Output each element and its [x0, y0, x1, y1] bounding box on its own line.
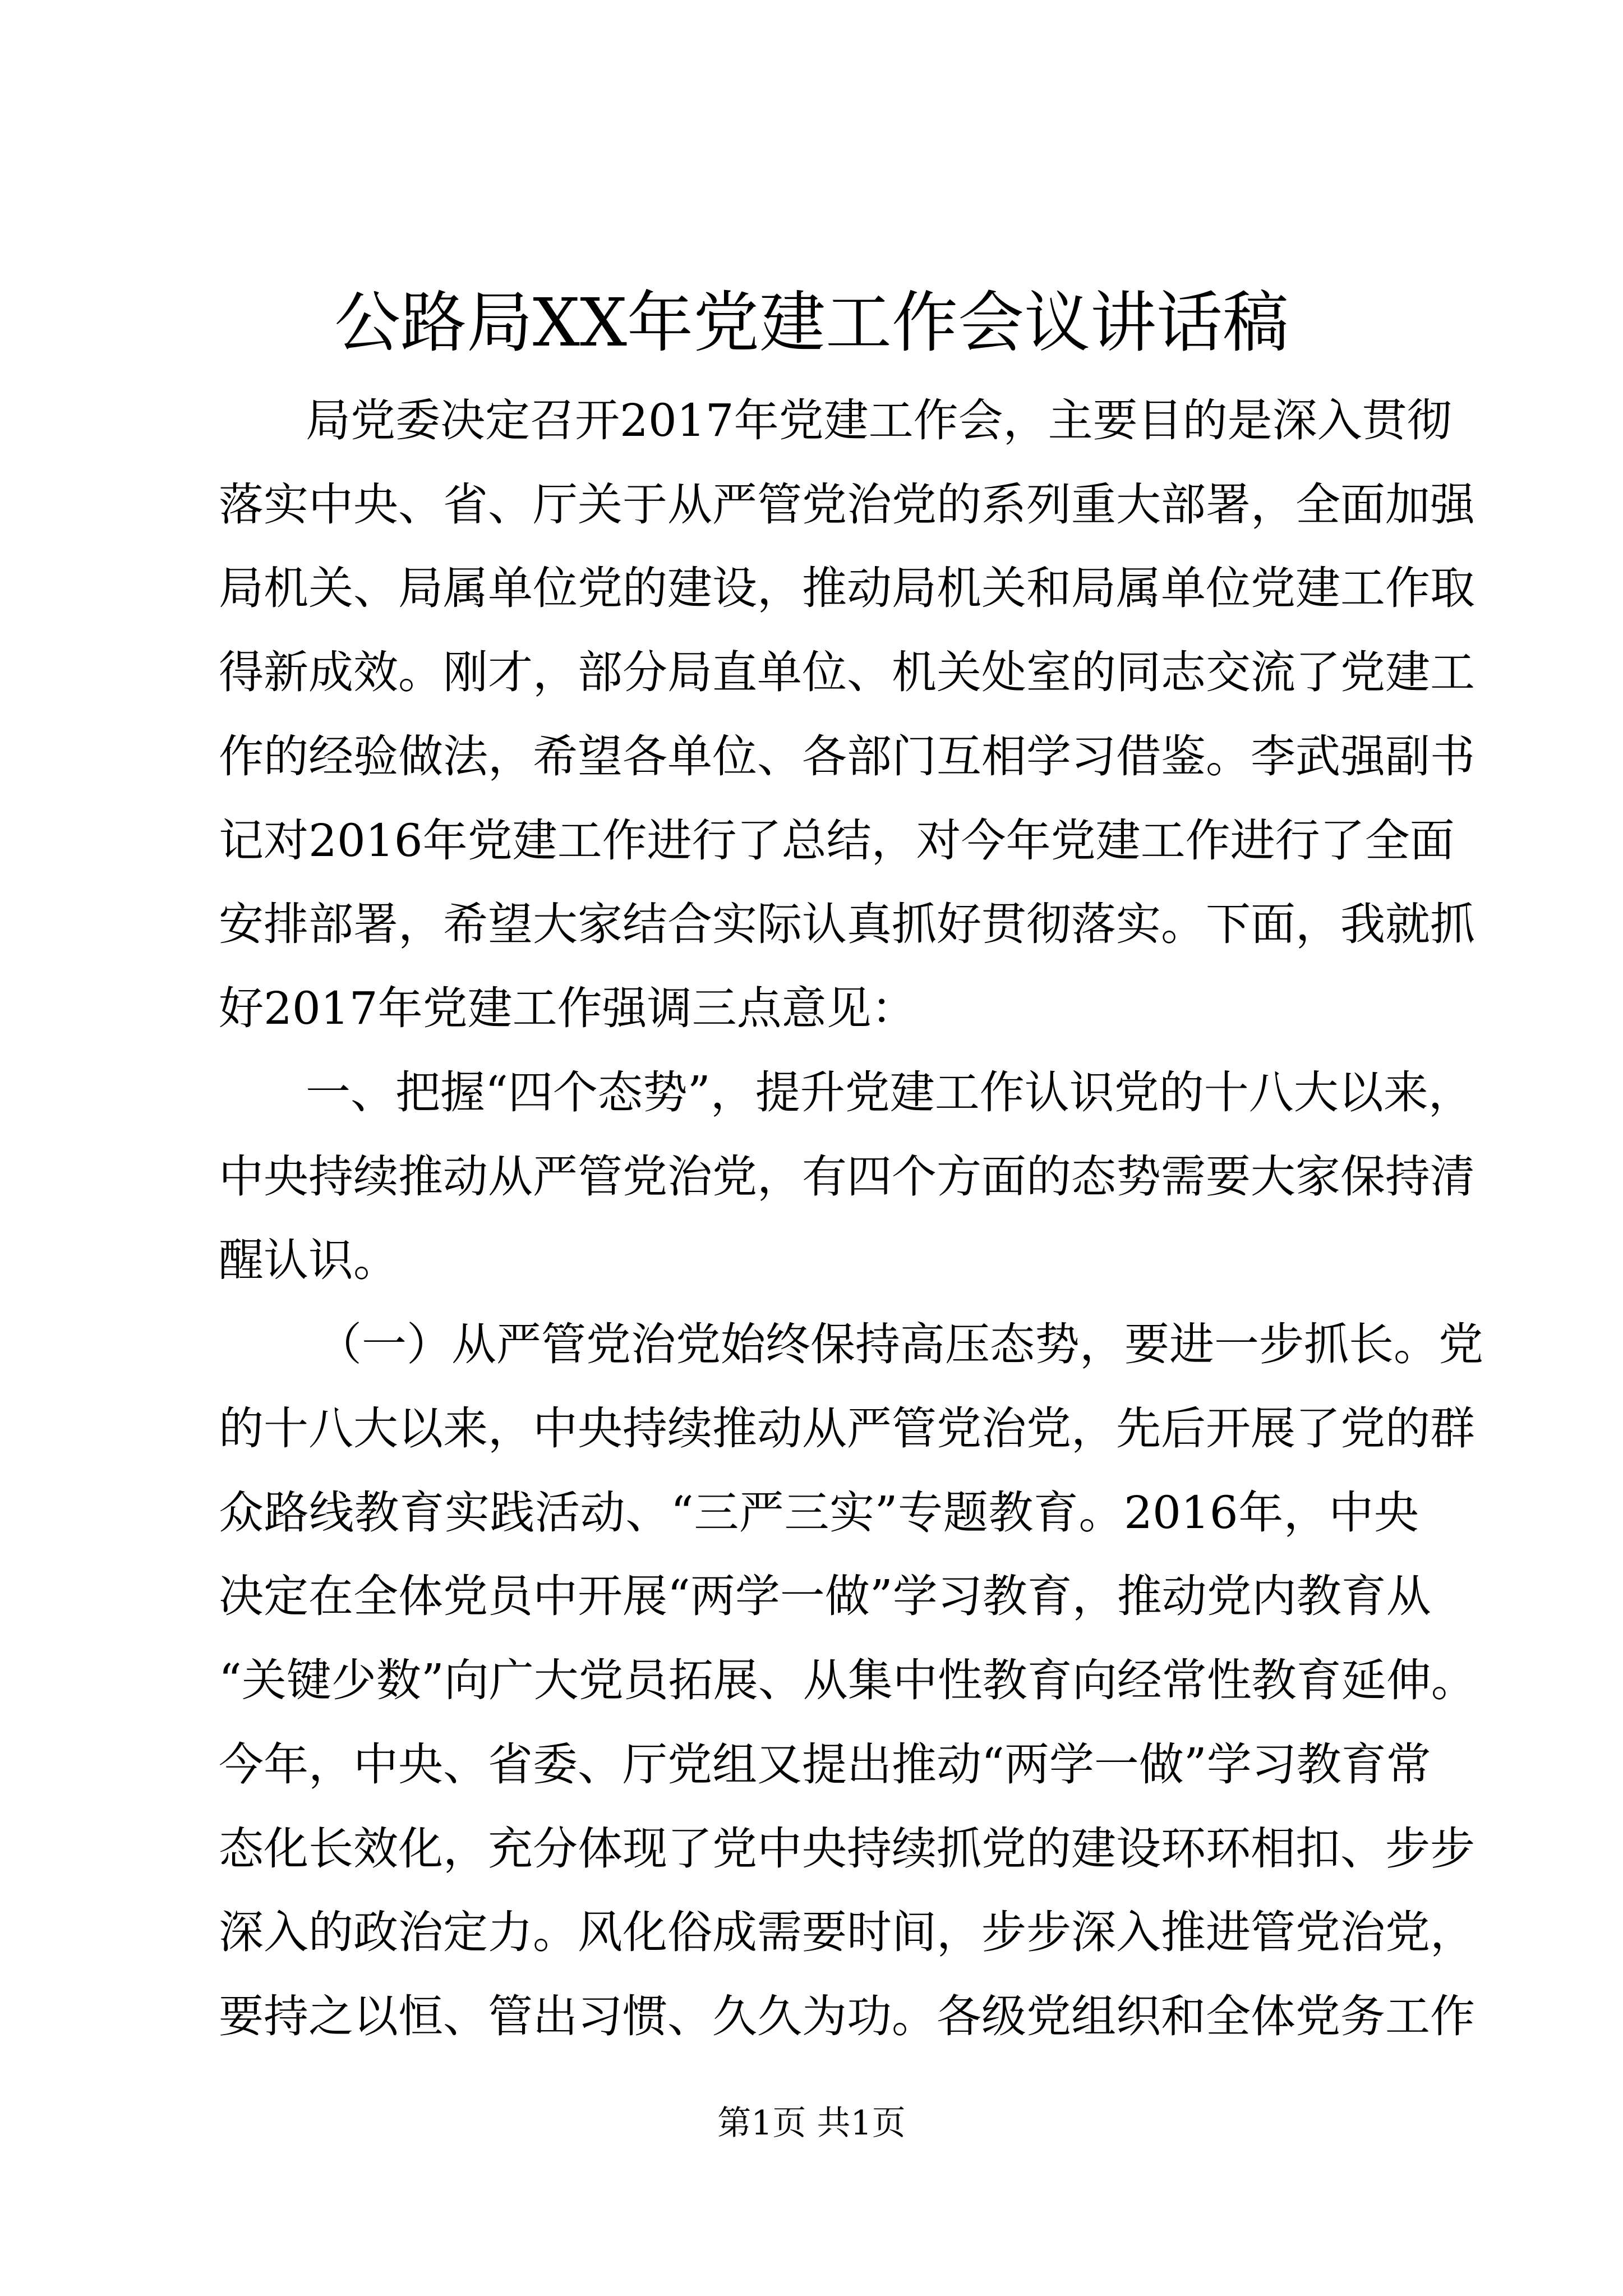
- body-line-11: 醒认识。: [219, 1234, 398, 1286]
- body-line-6: 记对2016年党建工作进行了总结，对今年党建工作进行了全面: [219, 815, 1455, 867]
- body-line-18: 态化长效化，充分体现了党中央持续抓党的建设环环相扣、步步: [219, 1823, 1475, 1875]
- body-line-7: 安排部署，希望大家结合实际认真抓好贯彻落实。下面，我就抓: [219, 898, 1475, 950]
- page-footer: 第1页 共1页: [717, 2104, 906, 2143]
- body-line-8: 好2017年党建工作强调三点意见：: [219, 982, 916, 1034]
- subsection-heading-1: （一）从严管党治党始终保持高压态势，要进一步抓长。党: [317, 1318, 1483, 1370]
- document-title: 公路局XX年党建工作会议讲话稿: [334, 284, 1289, 361]
- body-line-20: 要持之以恒、管出习惯、久久为功。各级党组织和全体党务工作: [219, 1990, 1475, 2042]
- body-line-10: 中央持续推动从严管党治党，有四个方面的态势需要大家保持清: [219, 1151, 1475, 1203]
- body-line-13: 的十八大以来，中央持续推动从严管党治党，先后开展了党的群: [219, 1402, 1475, 1455]
- body-line-3: 局机关、局属单位党的建设，推动局机关和局属单位党建工作取: [219, 562, 1475, 614]
- body-line-15: 决定在全体党员中开展“两学一做”学习教育，推动党内教育从: [219, 1570, 1431, 1622]
- body-line-1: 局党委决定召开2017年党建工作会，主要目的是深入贯彻: [306, 394, 1452, 447]
- body-line-14: 众路线教育实践活动、“三严三实”专题教育。2016年，中央: [219, 1487, 1419, 1539]
- body-line-2: 落实中央、省、厅关于从严管党治党的系列重大部署，全面加强: [219, 478, 1475, 531]
- section-heading-1: 一、把握“四个态势”，提升党建工作认识党的十八大以来，: [306, 1066, 1473, 1119]
- body-line-16: “关键少数”向广大党员拓展、从集中性教育向经常性教育延伸。: [219, 1654, 1476, 1706]
- body-line-17: 今年，中央、省委、厅党组又提出推动“两学一做”学习教育常: [219, 1738, 1431, 1791]
- body-line-19: 深入的政治定力。风化俗成需要时间，步步深入推进管党治党，: [219, 1906, 1475, 1958]
- body-line-4: 得新成效。刚才，部分局直单位、机关处室的同志交流了党建工: [219, 646, 1475, 698]
- body-line-5: 作的经验做法，希望各单位、各部门互相学习借鉴。李武强副书: [219, 730, 1475, 783]
